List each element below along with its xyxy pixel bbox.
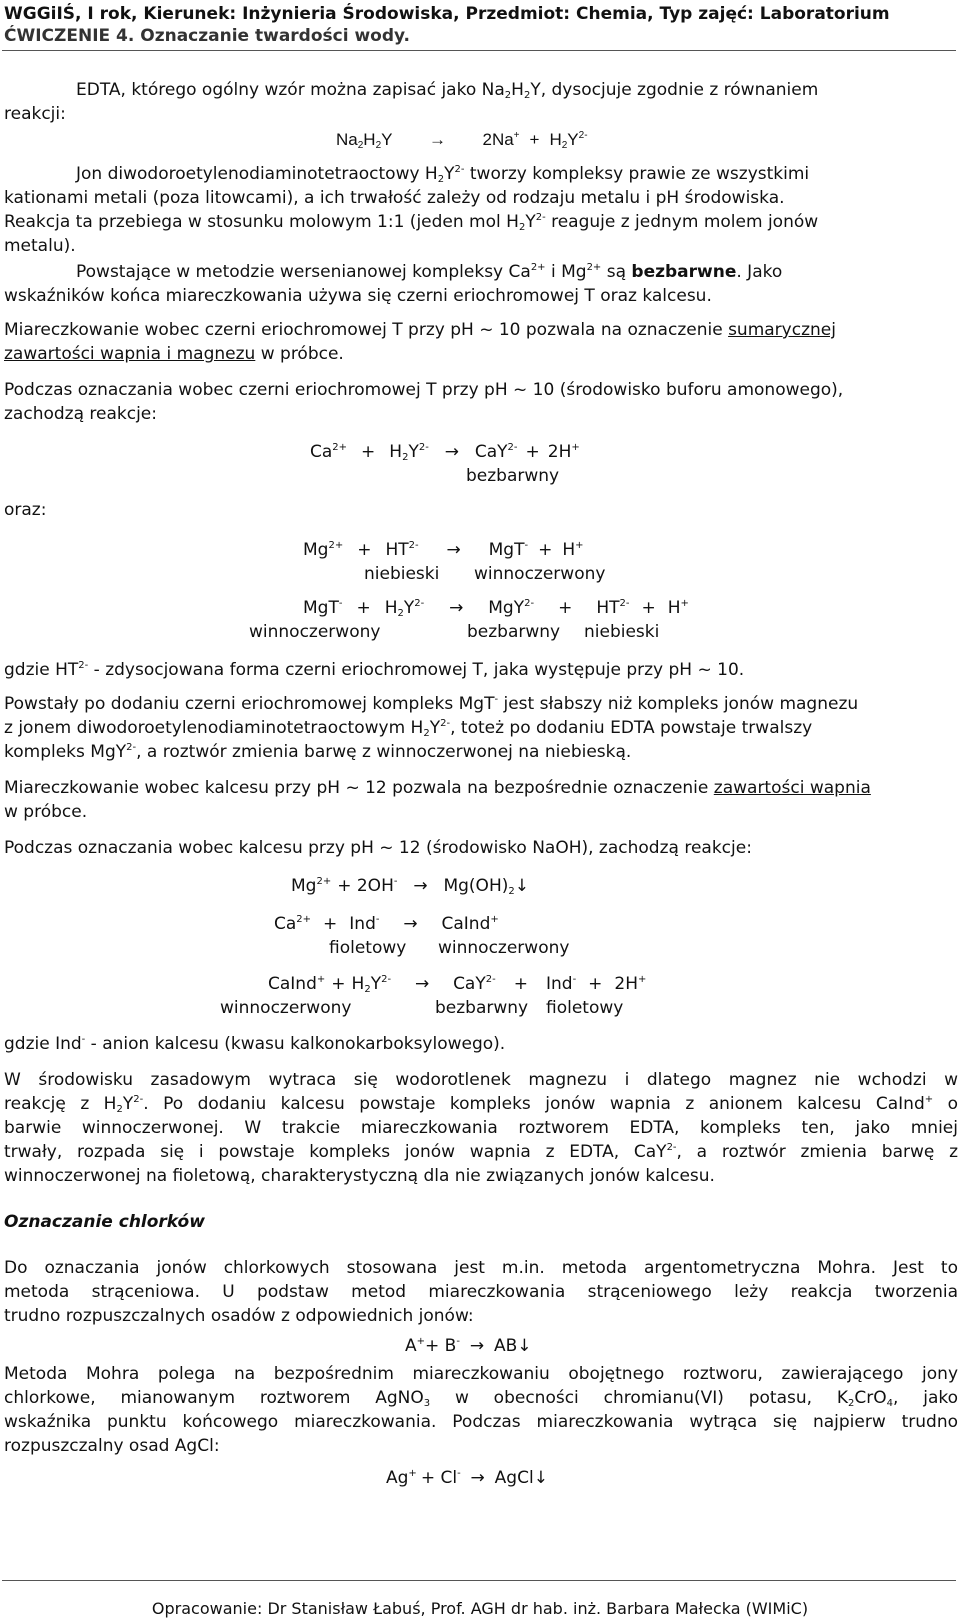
p7-line2: z jonem diwodoroetylenodiaminotetraoctowym $H_2Y^{2-}$, toteż po dodaniu EDTA powstaje trwalszy — [4, 718, 813, 739]
p5-line1: Podczas oznaczania wobec czerni eriochromowej T przy pH ~ 10 (środowisko buforu amonowego), — [4, 380, 844, 400]
equation-mg-hydroxide: $Mg^{2+} + 2OH^-$ → $Mg(OH)_2↓$ — [291, 876, 529, 897]
equation-ca-kalces: $Ca^{2+} + Ind^-$ → CaInd+ — [274, 914, 499, 934]
p11-line2: reakcję z $H_2Y^{2-}$. Po dodaniu kalcesu powstaje kompleks jonów wapnia z anionem kalcesu CaInd+ o — [4, 1094, 958, 1115]
label-niebieski-1: niebieski — [364, 564, 440, 584]
equation-caind-edta: CaInd+ + $H_2Y^{2-} \to CaY^{2-} + Ind^- + 2H^+$ — [268, 974, 647, 995]
p6-line: gdzie $HT^{2-}$ - zdysocjowana forma czerni eriochromowej T, jaka występuje przy pH ~ 10. — [4, 660, 745, 680]
equation-precipitation: A++ B- → AB↓ — [405, 1336, 532, 1356]
p4-line1: Miareczkowanie wobec czerni eriochromowej T przy pH ~ 10 pozwala na oznaczenie sumarycznej — [4, 320, 836, 340]
p3-line2: wskaźników końca miareczkowania używa się czerni eriochromowej T oraz kalcesu. — [4, 286, 712, 306]
p11-line3: barwie winnoczerwonej. W trakcie miareczkowania roztworem EDTA, kompleks ten, jako mniej — [4, 1118, 958, 1138]
label-winnoczerwony-3: winnoczerwony — [438, 938, 570, 958]
p1-line1: EDTA, którego ogólny wzór można zapisać jako $Na_2H_2Y$, dysocjuje zgodnie z równaniem — [76, 80, 819, 101]
p11-line4: trwały, rozpada się i powstaje kompleks jonów wapnia z EDTA, CaY$^{2-}$, a roztwór zmienia barwę z — [4, 1142, 958, 1162]
p12-line3: trudno rozpuszczalnych osadów z odpowiednich jonów: — [4, 1306, 474, 1326]
p5-line2: zachodzą reakcje: — [4, 404, 157, 424]
p10-line: gdzie Ind- - anion kalcesu (kwasu kalkonokarboksylowego). — [4, 1034, 506, 1054]
p2-line1: Jon diwodoroetylenodiaminotetraoctowy $H_2Y^{2-}$ tworzy kompleksy prawie ze wszystkimi — [76, 164, 810, 185]
p8-line1: Miareczkowanie wobec kalcesu przy pH ~ 12 pozwala na bezpośrednie oznaczenie zawartości wapnia — [4, 778, 871, 798]
p13-line3: wskaźnika punktu końcowego miareczkowania. Podczas miareczkowania wytrąca się najpierw trudno — [4, 1412, 958, 1432]
p2-line2: kationami metali (poza litowcami), a ich trwałość zależy od rodzaju metalu i pH środowiska. — [4, 188, 785, 208]
equation-agcl: Ag+ + Cl- → AgCl↓ — [386, 1468, 548, 1488]
p5-oraz: oraz: — [4, 500, 47, 520]
footer-credits: Opracowanie: Dr Stanisław Łabuś, Prof. AGH dr hab. inż. Barbara Małecka (WIMiC) — [151, 1599, 809, 1618]
label-bezbarwny-1: bezbarwny — [466, 466, 560, 486]
p7-line1: Powstały po dodaniu czerni eriochromowej kompleks MgT- jest słabszy niż kompleks jonów magnezu — [4, 694, 859, 714]
label-fioletowy-1: fioletowy — [329, 938, 407, 958]
label-bezbarwny-2: bezbarwny — [467, 622, 561, 642]
p11-line1: W środowisku zasadowym wytraca się wodorotlenek magnezu i dlatego magnez nie wchodzi w — [4, 1070, 958, 1090]
label-fioletowy-2: fioletowy — [546, 998, 624, 1018]
header-line-2: ĆWICZENIE 4. Oznaczanie twardości wody. — [4, 26, 411, 46]
p12-line1: Do oznaczania jonów chlorkowych stosowana jest m.in. metoda argentometryczna Mohra. Jest to — [4, 1258, 958, 1278]
footer-divider — [2, 1580, 956, 1581]
p7-line3: kompleks MgY$^{2-}$, a roztwór zmienia barwę z winnoczerwonej na niebieską. — [4, 742, 632, 762]
p11-line5: winnoczerwonej na fioletową, charakterystyczną dla nie związanych jonów kalcesu. — [4, 1166, 715, 1186]
p13-line2: chlorkowe, mianowanym roztworem AgNO$_3$ w obecności chromianu(VI) potasu, $K_2CrO_4$, jako — [4, 1388, 959, 1409]
p9-line1: Podczas oznaczania wobec kalcesu przy pH ~ 12 (środowisko NaOH), zachodzą reakcje: — [4, 838, 752, 858]
header-line-1: WGGiIŚ, I rok, Kierunek: Inżynieria Środowiska, Przedmiot: Chemia, Typ zajęć: Laboratorium — [4, 4, 890, 24]
equation-edta-dissociation: $Na_2H_2Y \to 2Na^+ + H_2Y^{2-}$ — [336, 130, 588, 151]
label-niebieski-2: niebieski — [584, 622, 660, 642]
equation-ca-edta: $Ca^{2+} + H_2Y^{2-} \to CaY^{2-} + 2H^+$ — [310, 442, 580, 463]
p8-line2: w próbce. — [4, 802, 88, 822]
equation-mgt-edta: $MgT^- + H_2Y^{2-} \to MgY^{2-} + HT^{2-} + H^+$ — [303, 598, 689, 619]
section-title-chlorides: Oznaczanie chlorków — [4, 1212, 205, 1232]
p2-line4: metalu). — [4, 236, 76, 256]
p2-line3: Reakcja ta przebiega w stosunku molowym 1:1 (jeden mol $H_2Y^{2-}$ reaguje z jednym molem jonów — [4, 212, 819, 233]
p3-line1: Powstające w metodzie wersenianowej kompleksy $Ca^{2+}$ i $Mg^{2+}$ są bezbarwne. Jako — [76, 262, 783, 282]
label-bezbarwny-3: bezbarwny — [435, 998, 529, 1018]
p1-line2: reakcji: — [4, 104, 66, 124]
p12-line2: metoda strąceniowa. U podstaw metod miareczkowania strąceniowego leży reakcja tworzenia — [4, 1282, 958, 1302]
label-winnoczerwony-2: winnoczerwony — [249, 622, 381, 642]
p4-line2: zawartości wapnia i magnezu w próbce. — [4, 344, 344, 364]
equation-mg-indicator: $Mg^{2+} + HT^{2-} \to MgT^- + H^+$ — [303, 540, 584, 560]
p13-line1: Metoda Mohra polega na bezpośrednim miareczkowaniu obojętnego roztworu, zawierającego jony — [4, 1364, 958, 1384]
label-winnoczerwony-4: winnoczerwony — [220, 998, 352, 1018]
header-divider — [2, 50, 956, 51]
p13-line4: rozpuszczalny osad AgCl: — [4, 1436, 220, 1456]
label-winnoczerwony-1: winnoczerwony — [474, 564, 606, 584]
